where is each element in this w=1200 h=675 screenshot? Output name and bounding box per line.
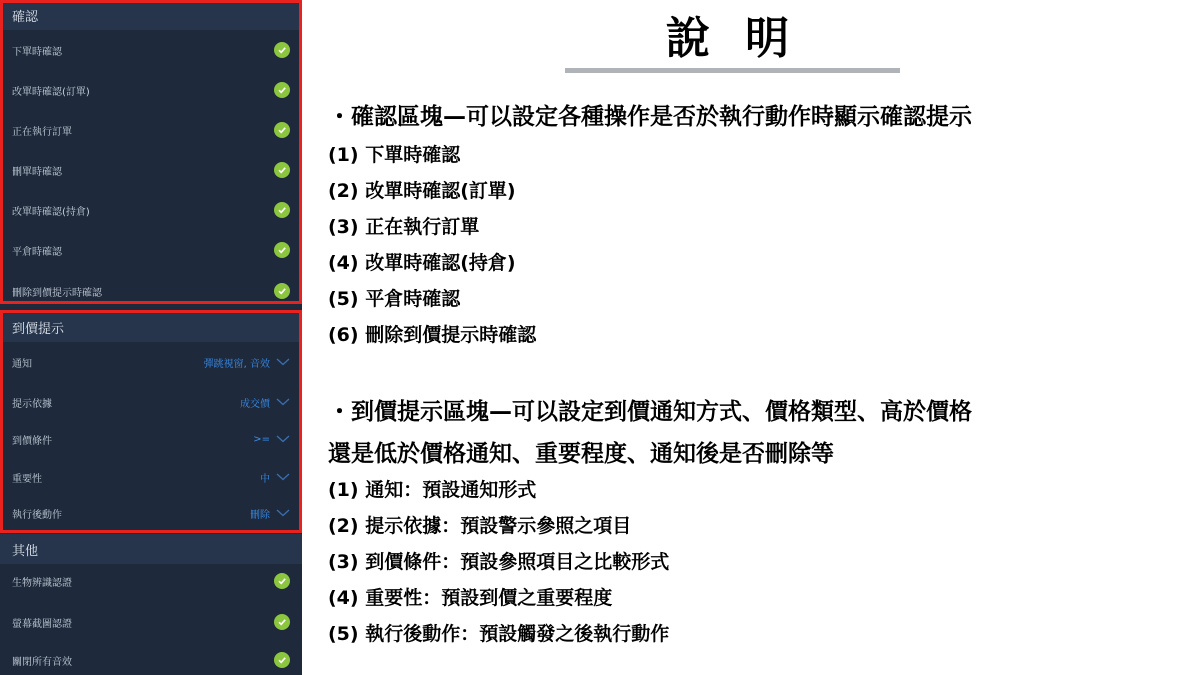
alert-item-value: 彈跳視窗, 音效 [203, 358, 270, 370]
price-alert-section-header: 到價提示 [0, 312, 302, 342]
alert-item-label: 執行後動作 [12, 509, 62, 521]
alert-intro-line-2: 還是低於價格通知、重要程度、通知後是否刪除等 [328, 441, 834, 467]
confirm-list-item: (5) 平倉時確認 [328, 288, 461, 310]
confirm-item-label: 改單時確認(訂單) [12, 86, 90, 98]
confirm-item-label: 刪單時確認 [12, 166, 62, 178]
alert-item-value: 成交價 [240, 398, 270, 410]
title-underline [565, 68, 900, 73]
check-icon[interactable] [274, 614, 290, 630]
alert-item-label: 通知 [12, 358, 32, 370]
alert-item-value: 刪除 [250, 509, 270, 521]
alert-item-label: 提示依據 [12, 398, 52, 410]
other-item-screenshot[interactable] [0, 602, 302, 642]
explain-title: 說 明 [665, 13, 800, 64]
other-section-header: 其他 [0, 534, 302, 564]
confirm-list-item: (1) 下單時確認 [328, 144, 461, 166]
other-item-label: 螢幕截圖認證 [12, 618, 72, 630]
settings-panel [0, 0, 302, 675]
confirm-item-label: 下單時確認 [12, 46, 62, 58]
alert-item-label: 到價條件 [12, 435, 52, 447]
alert-item-value: 中 [260, 473, 270, 485]
confirm-item-label: 正在執行訂單 [12, 126, 72, 138]
confirm-intro: ・確認區塊—可以設定各種操作是否於執行動作時顯示確認提示 [328, 104, 972, 130]
alert-item-label: 重要性 [12, 473, 42, 485]
alert-list-item: (5) 執行後動作：預設觸發之後執行動作 [328, 623, 670, 645]
confirm-item-label: 改單時確認(持倉) [12, 206, 90, 218]
confirm-list-item: (3) 正在執行訂單 [328, 216, 480, 238]
alert-intro-line-1: ・到價提示區塊—可以設定到價通知方式、價格類型、高於價格 [328, 399, 972, 425]
other-item-mute-all[interactable] [0, 640, 302, 675]
confirm-section-header: 確認 [0, 0, 302, 30]
alert-item-value: >= [253, 433, 270, 445]
other-item-biometric[interactable] [0, 561, 302, 601]
confirm-list-item: (6) 刪除到價提示時確認 [328, 324, 537, 346]
alert-list-item: (1) 通知：預設通知形式 [328, 479, 537, 501]
alert-highlight-box [0, 310, 302, 533]
other-section [0, 534, 302, 564]
check-icon[interactable] [274, 573, 290, 589]
other-item-label: 關閉所有音效 [12, 656, 72, 668]
other-item-label: 生物辨識認證 [12, 577, 72, 589]
confirm-list-item: (2) 改單時確認(訂單) [328, 180, 516, 202]
confirm-item-label: 刪除到價提示時確認 [12, 287, 102, 299]
alert-list-item: (3) 到價條件：預設參照項目之比較形式 [328, 551, 670, 573]
confirm-list-item: (4) 改單時確認(持倉) [328, 252, 516, 274]
alert-list-item: (2) 提示依據：預設警示參照之項目 [328, 515, 632, 537]
confirm-item-label: 平倉時確認 [12, 246, 62, 258]
alert-list-item: (4) 重要性：預設到價之重要程度 [328, 587, 613, 609]
check-icon[interactable] [274, 652, 290, 668]
confirm-highlight-box [0, 0, 302, 304]
